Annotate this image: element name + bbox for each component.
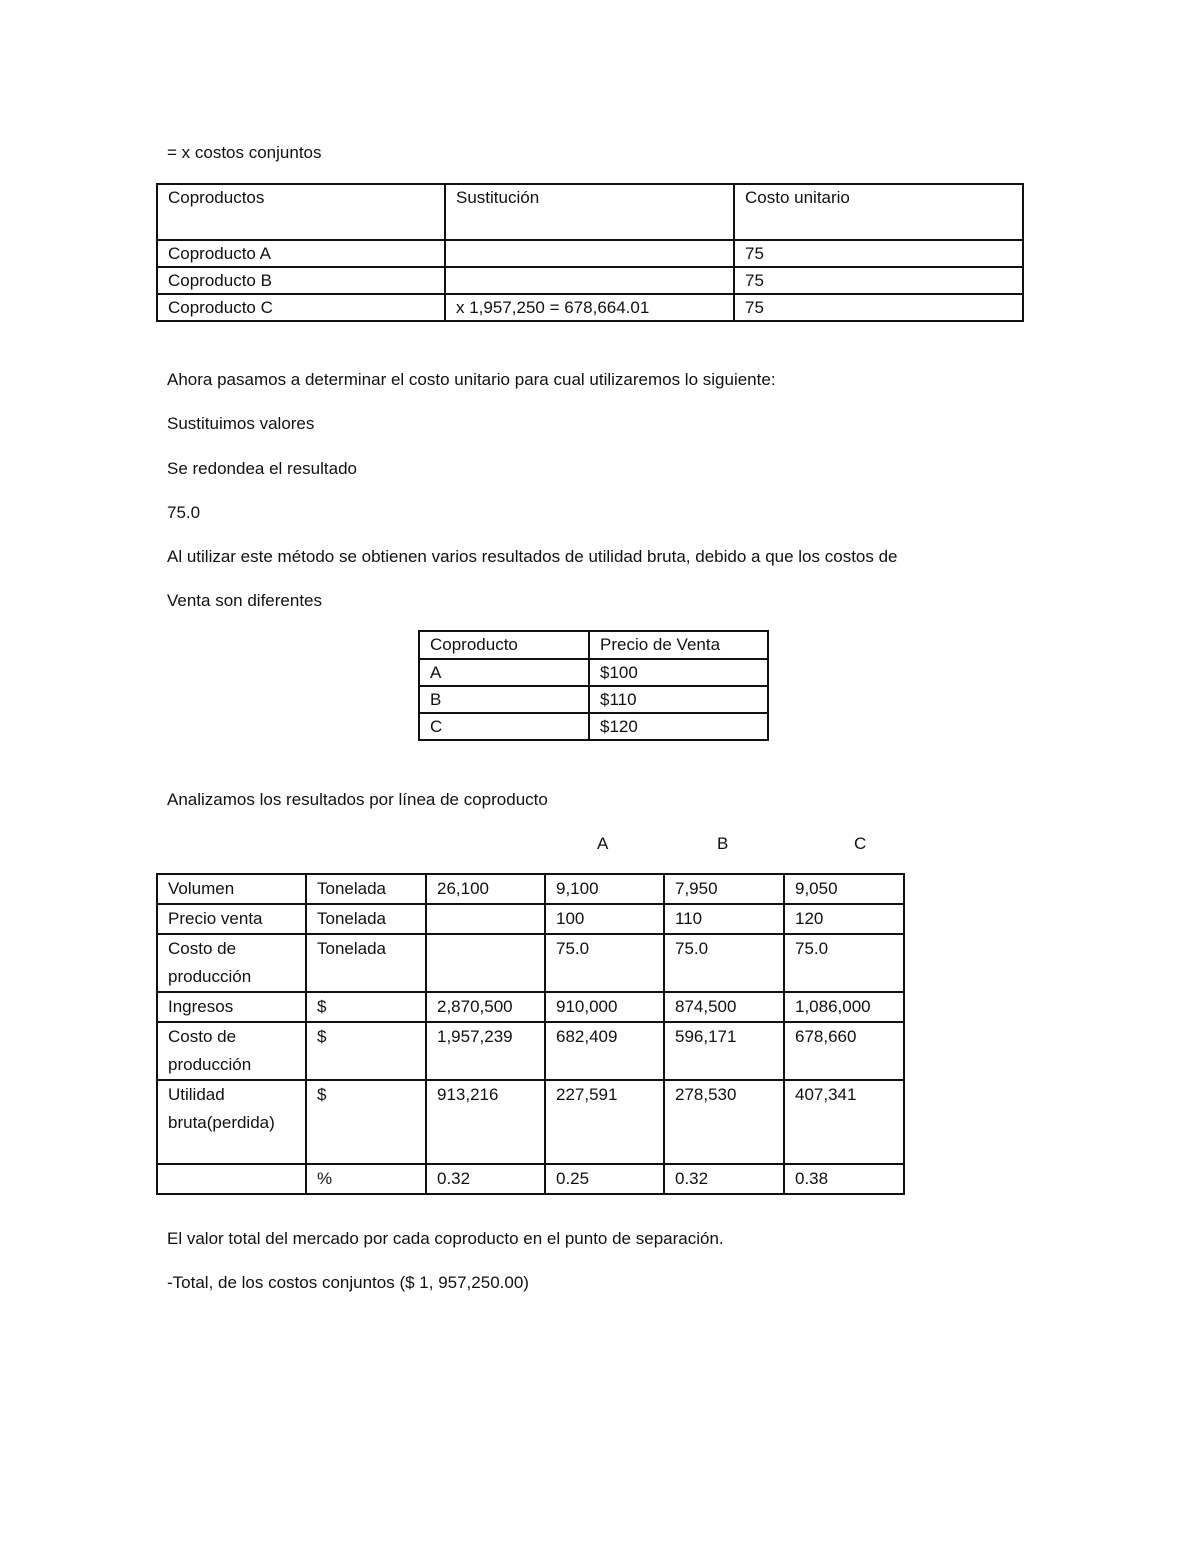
header-cell: Costo unitario — [734, 184, 1023, 240]
table-row — [157, 294, 1023, 321]
paragraph: Al utilizar este método se obtienen varios resultados de utilidad bruta, debido a que los costos de — [167, 547, 898, 566]
table-cell: 75 — [734, 267, 1023, 294]
table-row — [157, 1022, 904, 1080]
table-cell: Coproducto A — [157, 240, 445, 267]
paragraph: Analizamos los resultados por línea de coproducto — [167, 790, 548, 809]
table-cell: % — [306, 1164, 426, 1194]
header-cell: Precio de Venta — [589, 631, 768, 659]
table-cell: $ — [306, 1080, 426, 1164]
column-heading-c: C — [854, 834, 867, 853]
table-row — [157, 240, 1023, 267]
table-cell: 0.38 — [784, 1164, 904, 1194]
table-cell: C — [419, 713, 589, 740]
table-cell: 596,171 — [664, 1022, 784, 1080]
table-cell: Tonelada — [306, 934, 426, 992]
header-cell: Coproducto — [419, 631, 589, 659]
table-cell: 100 — [545, 904, 664, 934]
table-cell: $ — [306, 992, 426, 1022]
table-cell: 75 — [734, 240, 1023, 267]
table-cell: 913,216 — [426, 1080, 545, 1164]
table-cell: 75 — [734, 294, 1023, 321]
table-cell: 678,660 — [784, 1022, 904, 1080]
table-cell: $110 — [589, 686, 768, 713]
table-row — [419, 686, 768, 713]
table-cell: 75.0 — [545, 934, 664, 992]
table-cell: A — [419, 659, 589, 686]
table-cell: 0.25 — [545, 1164, 664, 1194]
intro-line: = x costos conjuntos — [167, 143, 322, 162]
paragraph: Venta son diferentes — [167, 591, 323, 610]
table-row — [157, 904, 904, 934]
paragraph: Sustituimos valores — [167, 414, 315, 433]
table-cell: 26,100 — [426, 874, 545, 904]
table-cell: 1,086,000 — [784, 992, 904, 1022]
table-cell: 75.0 — [664, 934, 784, 992]
table-cell — [445, 240, 734, 267]
table-cell: Volumen — [157, 874, 306, 904]
header-cell: Sustitución — [445, 184, 734, 240]
paragraph: El valor total del mercado por cada coproducto en el punto de separación. — [167, 1229, 724, 1248]
table-row — [157, 934, 904, 992]
column-heading-a: A — [597, 834, 609, 853]
paragraph: 75.0 — [167, 503, 201, 522]
table-cell — [157, 1164, 306, 1194]
table-resultados — [156, 873, 905, 1195]
table-row — [157, 992, 904, 1022]
table-cell: Tonelada — [306, 904, 426, 934]
table-cell: Tonelada — [306, 874, 426, 904]
table-cell: $ — [306, 1022, 426, 1080]
table-row — [419, 659, 768, 686]
table-row — [157, 874, 904, 904]
table-row — [157, 267, 1023, 294]
table-cell: 227,591 — [545, 1080, 664, 1164]
table-cell — [426, 934, 545, 992]
table-cell: x 1,957,250 = 678,664.01 — [445, 294, 734, 321]
table-cell — [426, 904, 545, 934]
table-header-row — [419, 631, 768, 659]
table-row — [419, 713, 768, 740]
table-cell: 910,000 — [545, 992, 664, 1022]
table-cell: 9,100 — [545, 874, 664, 904]
table-cell: 2,870,500 — [426, 992, 545, 1022]
table-cell: 75.0 — [784, 934, 904, 992]
header-cell: Coproductos — [157, 184, 445, 240]
table-cell: $120 — [589, 713, 768, 740]
table-cell: Ingresos — [157, 992, 306, 1022]
table-cell: Coproducto C — [157, 294, 445, 321]
table-cell: 1,957,239 — [426, 1022, 545, 1080]
table-cell: 874,500 — [664, 992, 784, 1022]
table-cell: B — [419, 686, 589, 713]
table-row — [157, 1164, 904, 1194]
table-cell: Precio venta — [157, 904, 306, 934]
table-cell: $100 — [589, 659, 768, 686]
table-cell: Utilidad bruta(perdida) — [157, 1080, 306, 1164]
table-precio-venta — [418, 630, 769, 741]
table-cell: 110 — [664, 904, 784, 934]
table-cell: Costo de producción — [157, 1022, 306, 1080]
table-cell: 0.32 — [664, 1164, 784, 1194]
table-cell: Costo de producción — [157, 934, 306, 992]
table-cell: 7,950 — [664, 874, 784, 904]
table-row — [157, 1080, 904, 1164]
column-heading-b: B — [717, 834, 729, 853]
table-cell — [445, 267, 734, 294]
table-cell: 9,050 — [784, 874, 904, 904]
paragraph: Ahora pasamos a determinar el costo unitario para cual utilizaremos lo siguiente: — [167, 370, 776, 389]
table-header-row — [157, 184, 1023, 240]
table-cell: 278,530 — [664, 1080, 784, 1164]
paragraph: -Total, de los costos conjuntos ($ 1, 957,250.00) — [167, 1273, 529, 1292]
table-cell: 407,341 — [784, 1080, 904, 1164]
table-cell: 0.32 — [426, 1164, 545, 1194]
paragraph: Se redondea el resultado — [167, 459, 357, 478]
table-costo-unitario — [156, 183, 1024, 322]
table-cell: Coproducto B — [157, 267, 445, 294]
table-cell: 682,409 — [545, 1022, 664, 1080]
table-cell: 120 — [784, 904, 904, 934]
